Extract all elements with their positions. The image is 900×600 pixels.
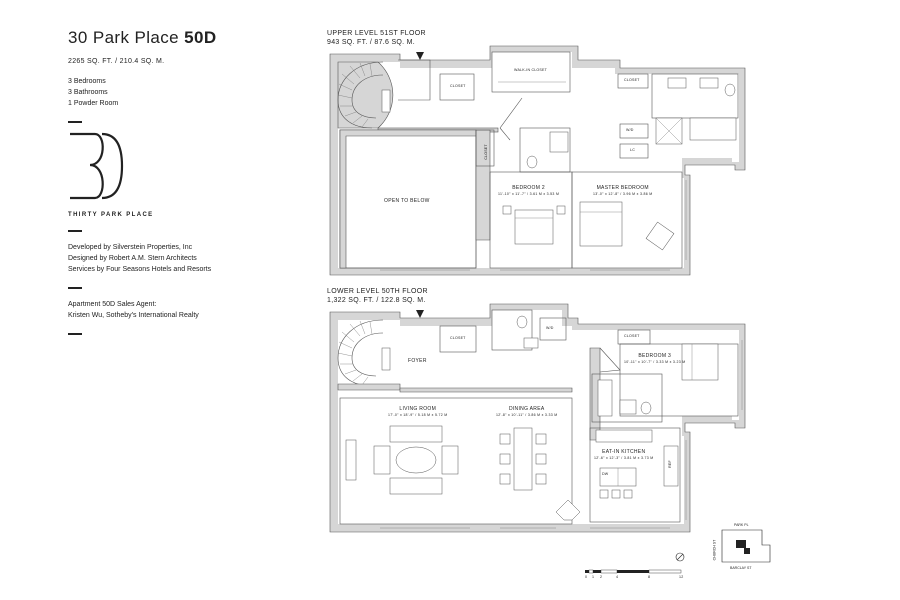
brand-name: THIRTY PARK PLACE (68, 212, 154, 218)
dining-dims: 12'-8" x 10'-11" / 3.86 M x 3.33 M (496, 413, 558, 417)
bedroom2-name: BEDROOM 2 (512, 185, 545, 191)
upper-level-title: UPPER LEVEL 51ST FLOOR (327, 30, 426, 37)
scale-label-1: 1 (592, 575, 595, 579)
lower-level-plan (330, 304, 745, 532)
lower-level-title: LOWER LEVEL 50TH FLOOR (327, 288, 428, 295)
dining-name: DINING AREA (508, 406, 545, 412)
bedroom2-bed (515, 210, 553, 244)
master-bed (580, 202, 622, 246)
upper-entry-marker (416, 52, 424, 60)
label-open-to-below: OPEN TO BELOW (384, 198, 430, 204)
label-bedroom-2 (498, 185, 559, 196)
label-upper-lc: LC (630, 148, 635, 152)
label-dw: DW (602, 472, 609, 476)
label-upper-closet-1: CLOSET (450, 84, 466, 88)
bedroom-count: 3 Bedrooms (68, 78, 106, 85)
scale-bar (585, 570, 681, 573)
label-dining-area (496, 406, 557, 417)
lower-level-area: 1,322 SQ. FT. / 122.8 SQ. M. (327, 297, 426, 304)
label-master-bedroom (593, 185, 652, 196)
kitchen-name: EAT-IN KITCHEN (602, 449, 646, 455)
key-label-side: CHURCH ST (712, 539, 717, 561)
living-dims: 17'-0" x 18'-9" / 5.18 M x 5.72 M (388, 413, 448, 417)
dining-furniture (500, 428, 546, 490)
label-upper-wd: W/D (626, 128, 634, 132)
scale-label-8: 8 (648, 575, 651, 579)
agent-name: Kristen Wu, Sotheby's International Realty (68, 312, 199, 319)
agent-heading: Apartment 50D Sales Agent: (68, 301, 157, 308)
label-foyer: FOYER (408, 358, 427, 364)
bedroom3-name: BEDROOM 3 (638, 353, 672, 359)
listing-unit: 50D (184, 28, 217, 47)
powder-room-count: 1 Powder Room (68, 100, 119, 107)
master-dims: 13'-0" x 12'-8" / 3.96 M x 3.86 M (593, 192, 653, 196)
bathroom-count: 3 Bathrooms (68, 89, 108, 96)
label-lower-closet-2: CLOSET (624, 334, 640, 338)
scale-label-0: 0 (585, 575, 588, 579)
label-upper-closet-2: CLOSET (624, 78, 640, 82)
key-label-top: PARK PL (734, 523, 749, 527)
bedroom2-dims: 11'-10" x 11'-7" / 3.61 M x 3.53 M (498, 192, 560, 196)
upper-level-plan (330, 46, 745, 275)
upper-spiral-stair (338, 62, 393, 128)
key-plan (722, 530, 770, 562)
upper-level-area: 943 SQ. FT. / 87.6 SQ. M. (327, 39, 416, 46)
living-name: LIVING ROOM (399, 406, 437, 412)
bedroom3-dims: 10'-11" x 10'-7" / 3.33 M x 3.23 M (624, 360, 686, 364)
label-walk-in-closet: WALK-IN CLOSET (514, 68, 548, 72)
label-ref: REF (667, 460, 672, 468)
label-kitchen (594, 449, 653, 460)
listing-area: 2265 SQ. FT. / 210.4 SQ. M. (68, 58, 165, 65)
key-label-bottom: BARCLAY ST (730, 566, 752, 570)
label-bedroom-3 (624, 353, 685, 364)
label-lower-wd: W/D (546, 326, 554, 330)
scale-label-2: 2 (600, 575, 603, 579)
kitchen-dims: 12'-6" x 12'-3" / 3.81 M x 3.73 M (594, 456, 654, 460)
credit-architect: Designed by Robert A.M. Stern Architects (68, 255, 197, 262)
label-lower-closet-1: CLOSET (450, 336, 466, 340)
credit-services: Services by Four Seasons Hotels and Resorts (68, 266, 212, 273)
credit-developer: Developed by Silverstein Properties, Inc (68, 244, 193, 251)
scale-label-4: 4 (616, 575, 619, 579)
master-name: MASTER BEDROOM (596, 185, 649, 191)
label-living-room (388, 406, 447, 417)
listing-address: 30 Park Place (68, 28, 180, 47)
scale-label-12: 12 (679, 575, 684, 579)
label-upper-closet-3: CLOSET (483, 144, 488, 160)
north-arrow-icon (676, 553, 684, 561)
lower-entry-marker (416, 310, 424, 318)
